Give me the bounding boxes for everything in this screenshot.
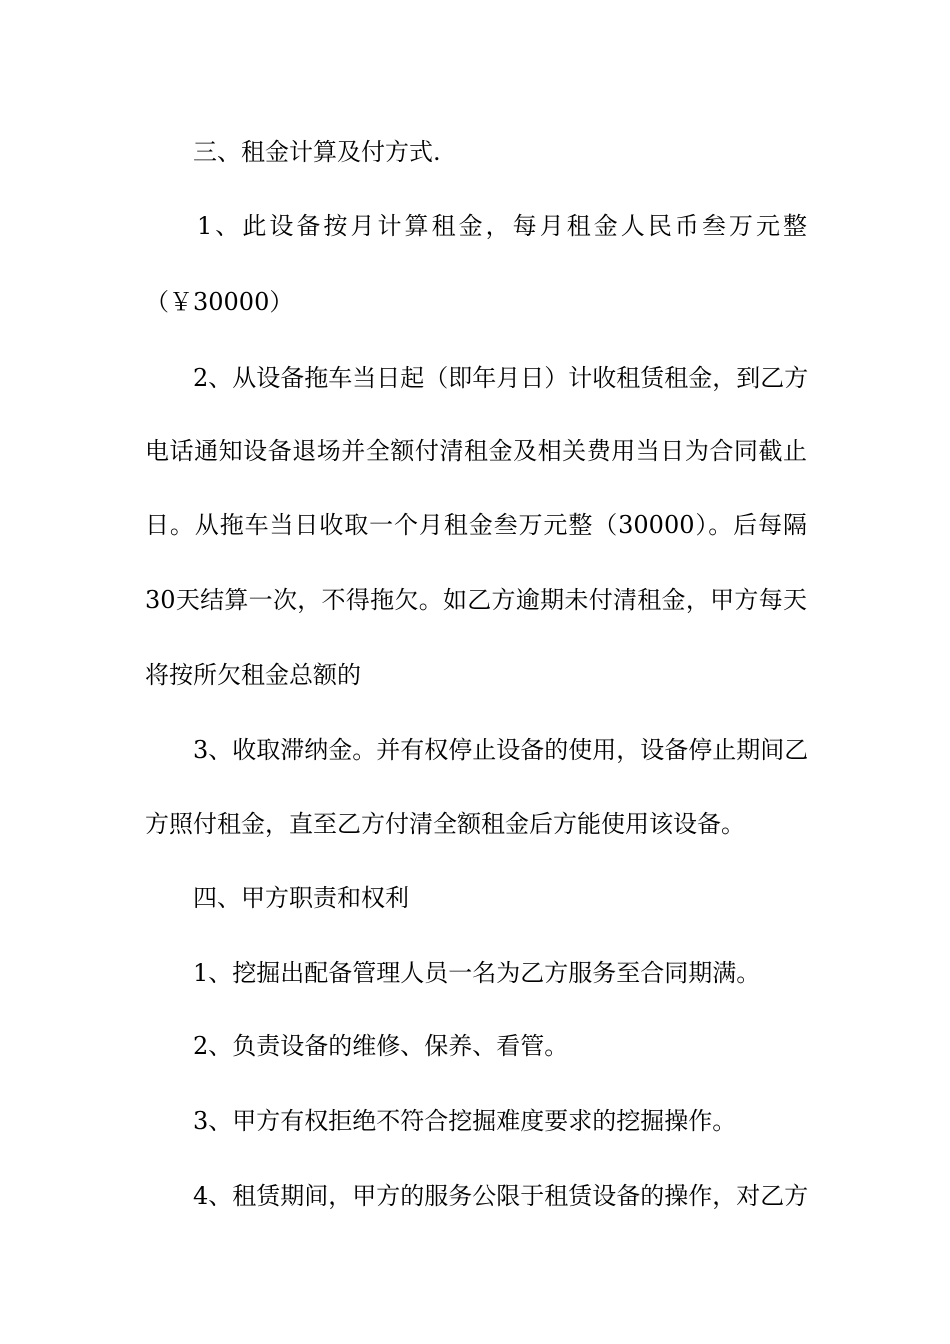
clause-3-2-line-5: 将按所欠租金总额的 — [145, 661, 361, 689]
clause-4-2: 2、负责设备的维修、保养、看管。 — [193, 1032, 569, 1060]
clause-3-3-line-2: 方照付租金，直至乙方付清全额租金后方能使用该设备。 — [145, 810, 745, 838]
clause-3-3-line-1: 3、收取滞纳金。并有权停止设备的使用，设备停止期间乙 — [193, 736, 809, 764]
clause-4-3: 3、甲方有权拒绝不符合挖掘难度要求的挖掘操作。 — [193, 1107, 737, 1135]
clause-3-2-line-4: 30天结算一次，不得拖欠。如乙方逾期未付清租金，甲方每天 — [145, 586, 807, 614]
clause-3-2-line-1: 2、从设备拖车当日起（即年月日）计收租赁租金，到乙方 — [193, 364, 809, 392]
section-3-heading: 三、租金计算及付方式. — [193, 138, 441, 166]
section-4-heading: 四、甲方职责和权利 — [193, 884, 409, 912]
clause-3-1-line-1: 1、此设备按月计算租金，每月租金人民币叁万元整 — [197, 212, 807, 240]
clause-4-4-line-1: 4、租赁期间，甲方的服务公限于租赁设备的操作，对乙方 — [193, 1182, 809, 1210]
clause-3-2-line-3: 日。从拖车当日收取一个月租金叁万元整（30000）。后每隔 — [145, 511, 807, 539]
clause-3-1-line-2: （￥30000） — [145, 288, 294, 316]
clause-4-1: 1、挖掘出配备管理人员一名为乙方服务至合同期满。 — [193, 959, 761, 987]
clause-3-2-line-2: 电话通知设备退场并全额付清租金及相关费用当日为合同截止 — [145, 437, 807, 465]
